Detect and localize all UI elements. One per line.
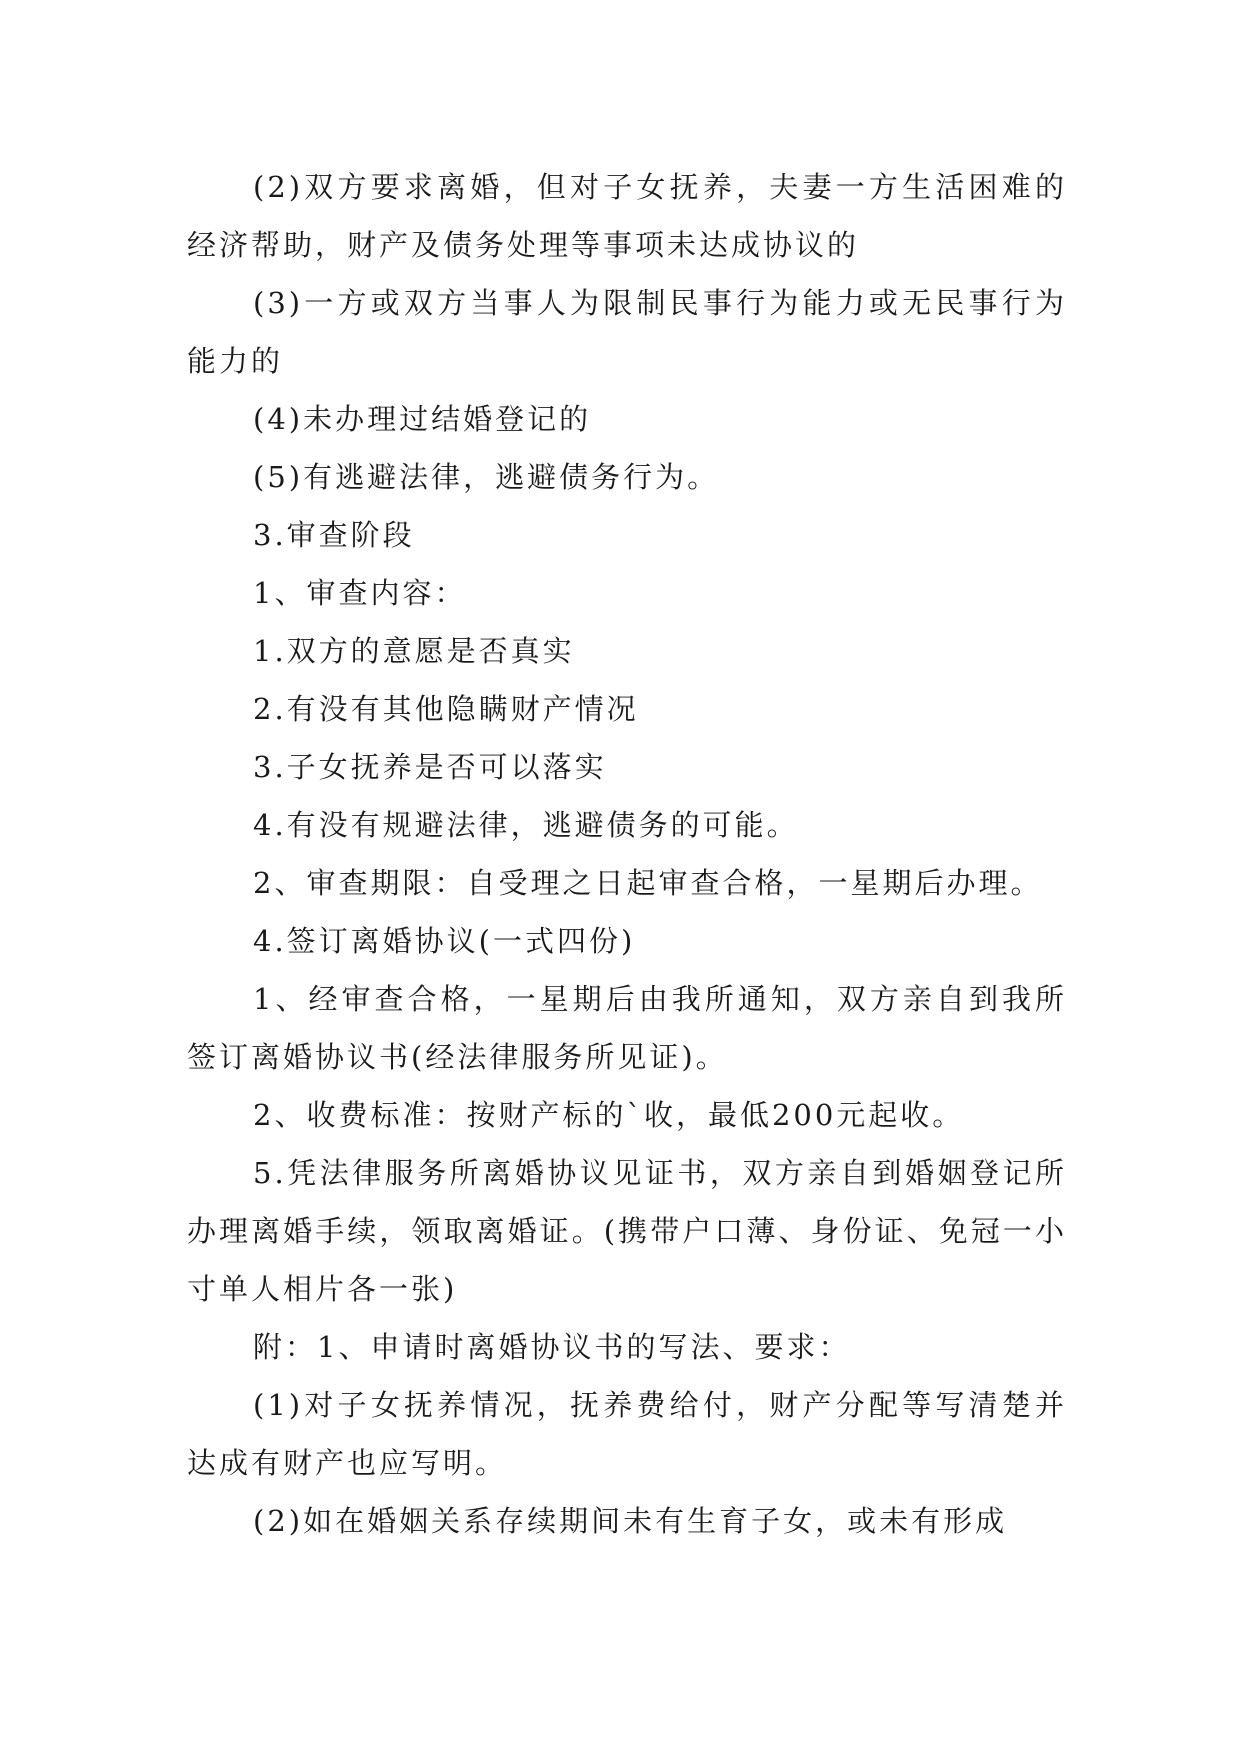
appendix-heading: 附：1、申请时离婚协议书的写法、要求：: [253, 1330, 851, 1364]
section-heading-review-stage: 3.审查阶段: [253, 518, 415, 552]
subheading-review-content: 1、审查内容：: [253, 576, 467, 610]
review-item-1: 1.双方的意愿是否真实: [253, 634, 575, 668]
section-heading-sign-agreement: 4.签订离婚协议(一式四份): [253, 924, 636, 958]
review-item-4: 4.有没有规避法律，逃避债务的可能。: [253, 808, 799, 842]
sign-agreement-step-1: 1、经审查合格，一星期后由我所通知，双方亲自到我所签订离婚协议书(经法律服务所见证)。: [187, 982, 1067, 1074]
document-body: [187, 158, 1067, 1550]
paragraph-item-3-condition: (3)一方或双方当事人为限制民事行为能力或无民事行为能力的: [187, 286, 1067, 378]
appendix-item-1: (1)对子女抚养情况，抚养费给付，财产分配等写清楚并达成有财产也应写明。: [187, 1388, 1067, 1480]
paragraph-item-4-condition: (4)未办理过结婚登记的: [253, 402, 592, 436]
review-item-3: 3.子女抚养是否可以落实: [253, 750, 607, 784]
review-period: 2、审查期限：自受理之日起审查合格，一星期后办理。: [253, 866, 1043, 900]
appendix-item-2: (2)如在婚姻关系存续期间未有生育子女，或未有形成: [253, 1504, 1008, 1538]
fee-standard: 2、收费标准：按财产标的`收，最低200元起收。: [253, 1098, 965, 1132]
section-divorce-procedure: 5.凭法律服务所离婚协议见证书，双方亲自到婚姻登记所办理离婚手续，领取离婚证。(携带户口薄、身份证、免冠一小寸单人相片各一张): [187, 1156, 1067, 1306]
review-item-2: 2.有没有其他隐瞒财产情况: [253, 692, 639, 726]
paragraph-item-5-condition: (5)有逃避法律，逃避债务行为。: [253, 460, 720, 494]
paragraph-item-2-condition: (2)双方要求离婚，但对子女抚养，夫妻一方生活困难的经济帮助，财产及债务处理等事项未达成协议的: [187, 170, 1067, 262]
